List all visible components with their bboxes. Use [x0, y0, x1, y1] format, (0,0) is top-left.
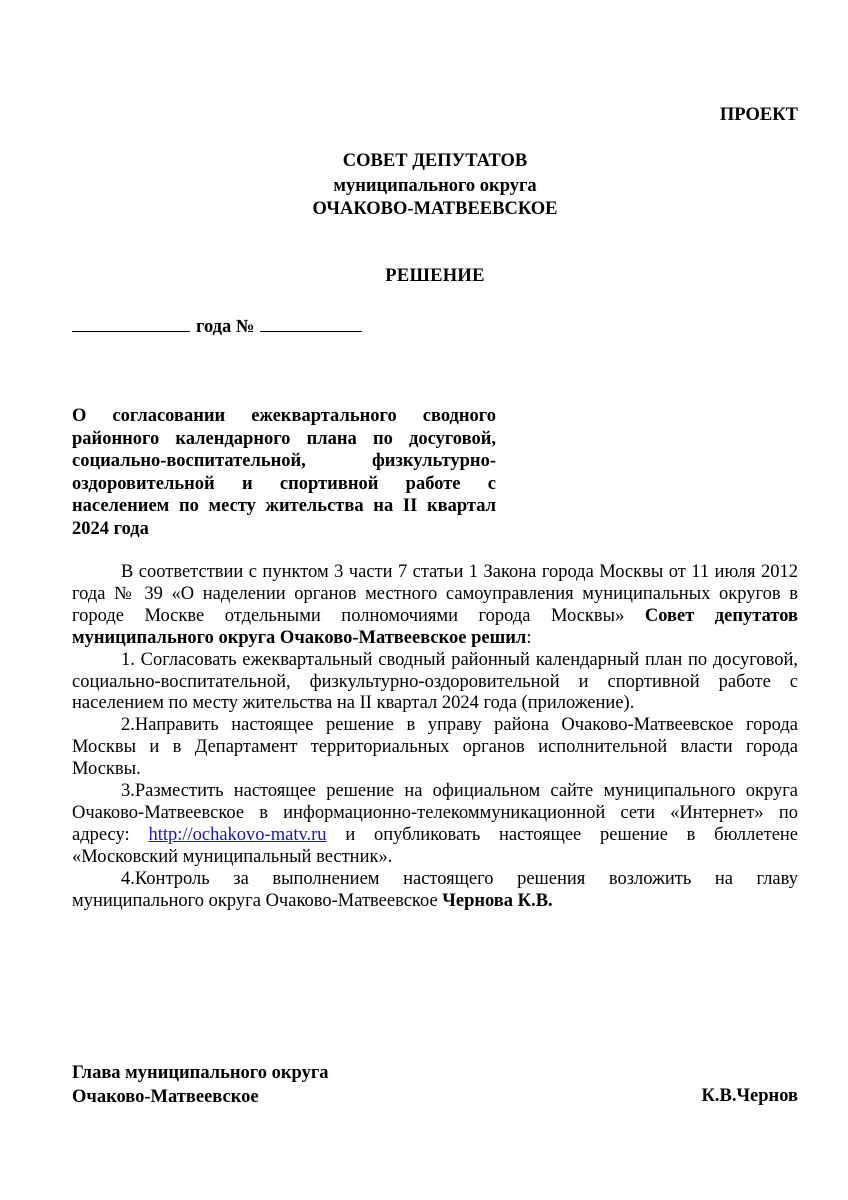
date-blank: [72, 314, 190, 332]
signature-name: К.В.Чернов: [701, 1086, 798, 1106]
item-3-text: 3.Разместить настоящее решение на официальном сайте муниципального округа Очаково-Матвеевское в информационно-телекоммуникационной сети «Интернет» по адресу:: [72, 781, 798, 845]
council-subtitle: муниципального округа: [333, 176, 537, 196]
council-title: СОВЕТ ДЕПУТАТОВ: [342, 151, 528, 171]
item-3-text-end: и опубликовать настоящее решение в бюллетене «Московский муниципальный вестник».: [72, 824, 799, 867]
item-4-name: Чернова К.В.: [442, 890, 553, 911]
item-3: [72, 781, 798, 869]
preamble-paragraph: [72, 562, 798, 650]
draft-label: ПРОЕКТ: [719, 105, 798, 125]
signature-title: [72, 1061, 328, 1109]
preamble-bold: Совет депутатов муниципального округа Очаково-Матвеевское решил: [72, 605, 798, 648]
decision-body: [72, 562, 798, 913]
website-link[interactable]: http://ochakovo-matv.ru: [148, 824, 327, 845]
number-blank: [260, 314, 362, 332]
decision-subject: О согласовании ежеквартального сводного районного календарного плана по досуговой, социально-воспитательной, физкультурно-оздоровительной и спортивной работе с населением по месту жительства на II квартал 2024 года: [72, 406, 496, 539]
district-name: ОЧАКОВО-МАТВЕЕВСКОЕ: [312, 199, 558, 219]
item-4: [72, 869, 798, 913]
item-2: 2.Направить настоящее решение в управу района Очаково-Матвеевское города Москвы и в Департамент территориальных органов исполнительной власти города Москвы.: [72, 715, 798, 780]
date-number-line: [72, 314, 362, 338]
signature-title-line2: Очаково-Матвеевское: [72, 1087, 259, 1107]
preamble-text: В соответствии с пунктом 3 части 7 статьи 1 Закона города Москвы от 11 июля 2012 года № 39 «О наделении органов местного самоуправления муниципальных округов в городе Москве отдельными полномочиями города Москвы»: [72, 562, 798, 626]
item-1: 1. Согласовать ежеквартальный сводный районный календарный план по досуговой, социально-воспитательной, физкультурно-оздоровительной и спортивной работе с населением по месту жительства на II квартал 2024 года (приложение).: [72, 649, 798, 714]
date-number-label: года №: [196, 317, 255, 337]
decision-title: РЕШЕНИЕ: [385, 266, 485, 286]
item-4-text: 4.Контроль за выполнением настоящего решения возложить на главу муниципального округа Очаково-Матвеевское: [72, 868, 798, 911]
signature-title-line1: Глава муниципального округа: [72, 1063, 329, 1083]
preamble-colon: :: [526, 627, 532, 648]
